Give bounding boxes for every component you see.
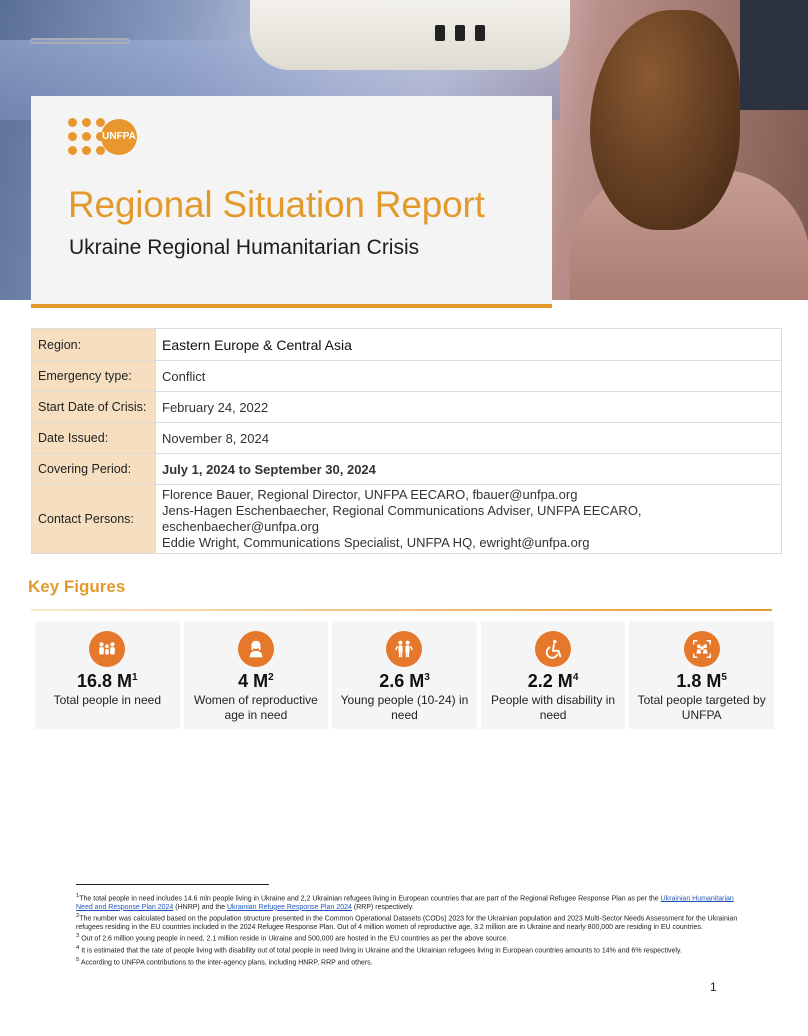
footnote-divider (76, 884, 269, 885)
contact-line: Jens-Hagen Eschenbaecher, Regional Communications Adviser, UNFPA EECARO, (162, 503, 642, 518)
key-figures (35, 621, 774, 729)
figure-label: Women of reproductive age in need (193, 693, 318, 722)
figure-card (332, 621, 477, 729)
figure-value: 2.2 $M^4$ (527, 671, 579, 691)
footnote-5: $^5$ According to UNFPA contributions to the inter-agency plans, including HNRP, RRP and others. (76, 956, 373, 967)
emergency-value: Conflict (156, 361, 782, 392)
figure-label: Total people targeted by UNFPA (637, 693, 766, 722)
figure-card (184, 621, 329, 729)
contact-line: Eddie Wright, Communications Specialist, UNFPA HQ, ewright@unfpa.org (162, 535, 590, 550)
date-issued-label: Date Issued: (32, 423, 156, 454)
footnote-2: $^2$The number was calculated based on the population structure presented in the Common Operational Datasets (CODs) 2023 for the Ukrainian population and 2023 Multi-Sector Needs Assessment for the Ukrainian refugees residing in the EU countries included in the 2024 Refugee Response Plan. Out of 4 million women of reproductive age, 3.2 million are in Ukraine and nearly 800,000 are residing in EU countries. (76, 913, 738, 931)
emergency-label: Emergency type: (32, 361, 156, 392)
youth-icon (386, 631, 422, 667)
region-value: Eastern Europe & Central Asia (156, 329, 782, 361)
footnote-4: $^4$ It is estimated that the rate of people living with disability out of total people in need living in Ukraine and the Ukrainian refugees living in European countries amounts to 14% and 6% respectively. (76, 945, 682, 955)
covering-period-value: July 1, 2024 to September 30, 2024 (156, 454, 782, 485)
divider (31, 609, 772, 611)
hnrp-link[interactable]: Ukrainian Humanitarian Need and Response Plan 2024 (76, 895, 734, 911)
target-group-icon (684, 631, 720, 667)
figure-card (35, 621, 180, 729)
covering-period-label: Covering Period: (32, 454, 156, 485)
page-number: 1 (710, 980, 717, 994)
figure-label: People with disability in need (491, 693, 616, 722)
figure-value: 16.8 $M^1$ (77, 671, 138, 691)
footnote-3: $^3$ Out of 2.6 million young people in need, 2.1 million reside in Ukraine and 500,000 are hosted in the EU countries as per the above source. (76, 933, 509, 943)
date-issued-value: November 8, 2024 (156, 423, 782, 454)
contact-line: eschenbaecher@unfpa.org (162, 519, 320, 534)
key-figures-title: Key Figures (28, 577, 126, 596)
footnotes (76, 892, 738, 967)
figure-value: 4 $M^2$ (238, 671, 274, 691)
unfpa-logo: UNFPA (68, 118, 137, 155)
rrp-link[interactable]: Ukrainian Refugee Response Plan 2024 (227, 903, 352, 911)
title-card (31, 96, 552, 308)
figure-value: 1.8 $M^5$ (676, 671, 727, 691)
start-date-value: February 24, 2022 (156, 392, 782, 423)
contacts-label: Contact Persons: (32, 485, 156, 554)
figure-card (481, 621, 626, 729)
figure-card (629, 621, 774, 729)
contact-line: Florence Bauer, Regional Director, UNFPA EECARO, fbauer@unfpa.org (162, 487, 578, 502)
wheelchair-icon (535, 631, 571, 667)
family-icon (89, 631, 125, 667)
figure-label: Young people (10-24) in need (340, 693, 469, 722)
page-subtitle: Ukraine Regional Humanitarian Crisis (69, 236, 420, 259)
figure-value: 2.6 $M^3$ (379, 671, 430, 691)
footnote-1: $^1$The total people in need includes 14.6 mln people living in Ukraine and 2,2 Ukrainian refugees living in European countries that are part of the Regional Refugee Response Plan as per the Ukrainian Humanitarian Need and Response Plan 2024 (HNRP) and the Ukrainian Refugee Response Plan 2024 (RRP) respectively. (76, 893, 734, 911)
start-date-label: Start Date of Crisis: (32, 392, 156, 423)
page-title: Regional Situation Report (68, 184, 485, 225)
contacts-value (156, 485, 782, 554)
woman-icon (238, 631, 274, 667)
region-label: Region: (32, 329, 156, 361)
info-table (31, 328, 782, 554)
figure-label: Total people in need (53, 693, 161, 707)
